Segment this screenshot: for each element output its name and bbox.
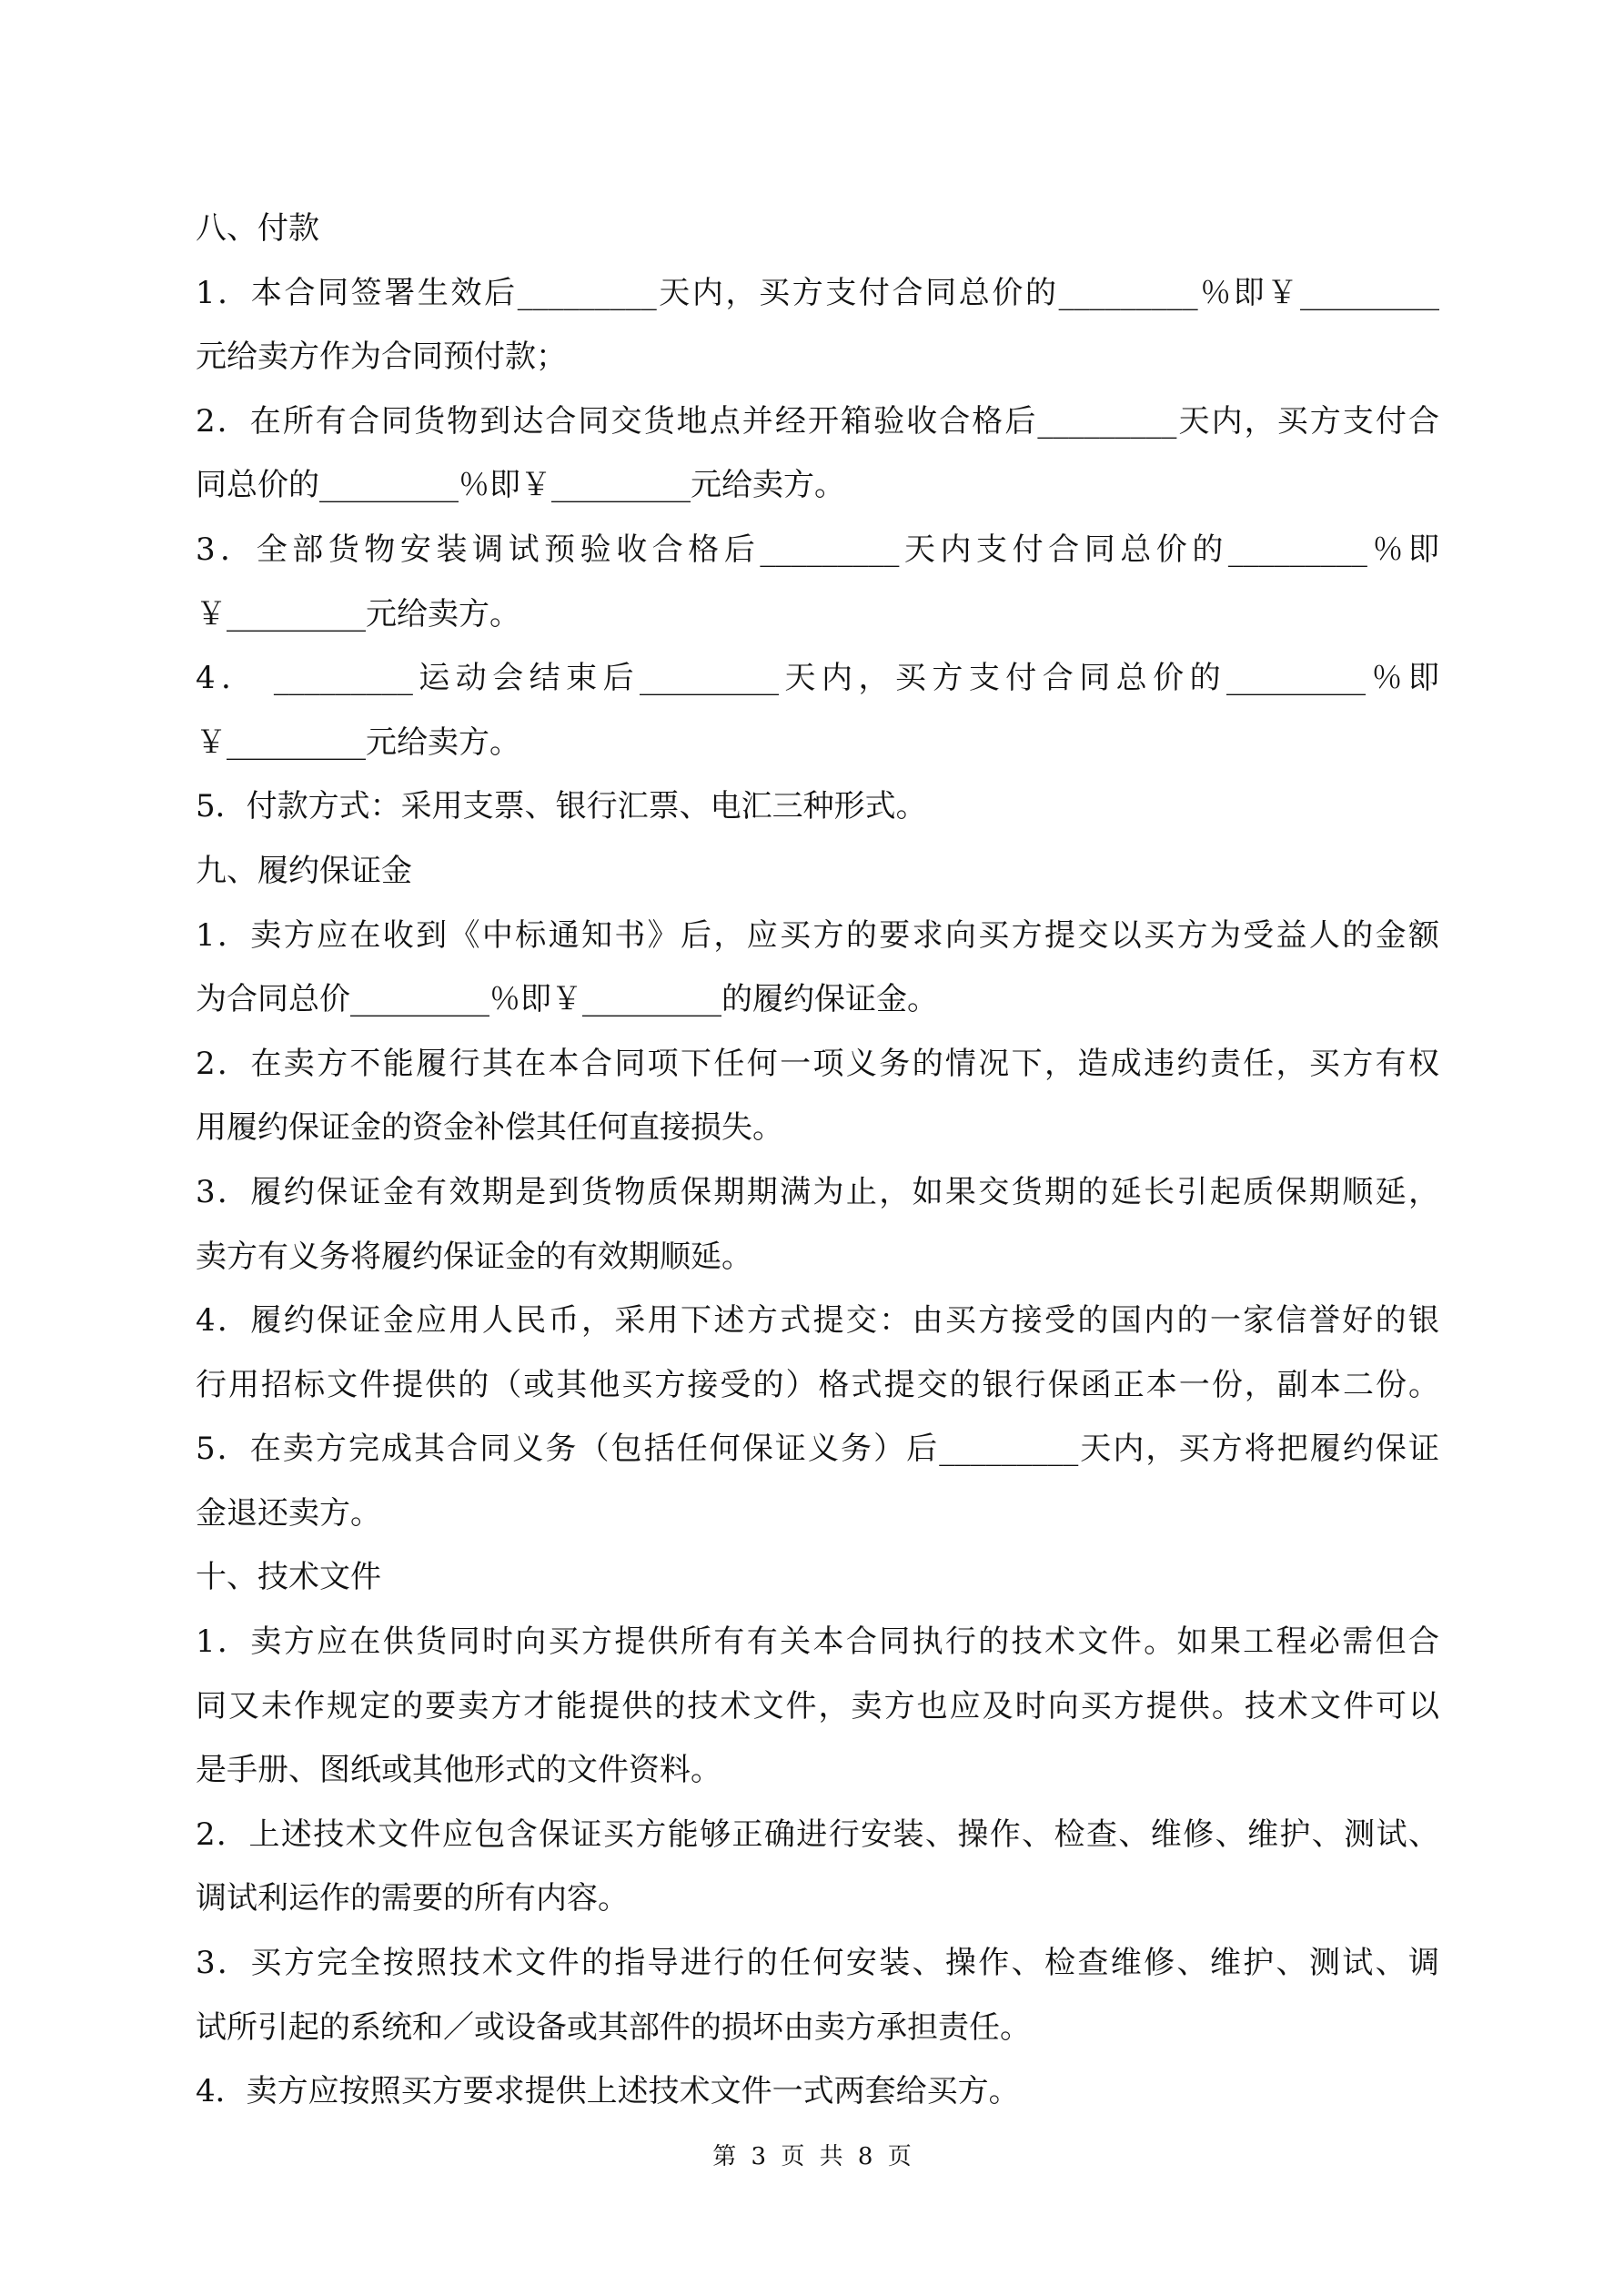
text-line: 1．本合同签署生效后_________天内，买方支付合同总价的_________％即￥_________ <box>196 274 1439 311</box>
text-line: 1．卖方应在供货同时向买方提供所有有关本合同执行的技术文件。如果工程必需但合 <box>196 1623 1439 1661</box>
document-body <box>196 197 1439 2124</box>
text-line: 4． _________运动会结束后_________天内，买方支付合同总价的_________％即 <box>196 660 1439 697</box>
text-line: 元给卖方作为合同预付款； <box>196 339 567 376</box>
text-line: 4．履约保证金应用人民币，采用下述方式提交：由买方接受的国内的一家信誉好的银 <box>196 1302 1439 1340</box>
text-line: 试所引起的系统和／或设备或其部件的损坏由卖方承担责任。 <box>196 2008 1031 2046</box>
text-line: 3．履约保证金有效期是到货物质保期期满为止，如果交货期的延长引起质保期顺延， <box>196 1173 1439 1210</box>
text-line: ￥_________元给卖方。 <box>196 723 520 761</box>
text-line: 3．买方完全按照技术文件的指导进行的任何安装、操作、检查维修、维护、测试、调 <box>196 1945 1439 1982</box>
text-line: 是手册、图纸或其他形式的文件资料。 <box>196 1752 721 1789</box>
text-line: 1．卖方应在收到《中标通知书》后，应买方的要求向买方提交以买方为受益人的金额 <box>196 916 1439 954</box>
page-number-footer: 第 3 页 共 8 页 <box>712 2143 912 2170</box>
text-line: 2．上述技术文件应包含保证买方能够正确进行安装、操作、检查、维修、维护、测试、 <box>196 1816 1439 1853</box>
text-line: 卖方有义务将履约保证金的有效期顺延。 <box>196 1238 752 1275</box>
text-line: 2．在所有合同货物到达合同交货地点并经开箱验收合格后_________天内，买方支付合 <box>196 402 1439 440</box>
text-line: 2．在卖方不能履行其在本合同项下任何一项义务的情况下，造成违约责任，买方有权 <box>196 1045 1439 1082</box>
text-line: 行用招标文件提供的（或其他买方接受的）格式提交的银行保函正本一份，副本二份。 <box>196 1366 1439 1403</box>
text-line: 用履约保证金的资金补偿其任何直接损失。 <box>196 1109 783 1147</box>
text-line: 5．付款方式：采用支票、银行汇票、电汇三种形式。 <box>196 788 927 825</box>
text-line: 5．在卖方完成其合同义务（包括任何保证义务）后_________天内，买方将把履约保证 <box>196 1431 1439 1468</box>
section-heading: 八、付款 <box>196 210 319 247</box>
section-heading: 九、履约保证金 <box>196 852 412 889</box>
text-line: 调试利运作的需要的所有内容。 <box>196 1880 629 1917</box>
text-line: 金退还卖方。 <box>196 1494 381 1532</box>
text-line: 同总价的_________％即￥_________元给卖方。 <box>196 467 845 504</box>
section-heading: 十、技术文件 <box>196 1559 381 1596</box>
text-line: 同又未作规定的要卖方才能提供的技术文件，卖方也应及时向买方提供。技术文件可以 <box>196 1687 1439 1725</box>
text-line: 3．全部货物安装调试预验收合格后_________天内支付合同总价的_________％即 <box>196 531 1439 568</box>
text-line: ￥_________元给卖方。 <box>196 595 520 632</box>
text-line: 为合同总价_________％即￥_________的履约保证金。 <box>196 981 938 1018</box>
text-line: 4．卖方应按照买方要求提供上述技术文件一式两套给买方。 <box>196 2073 1020 2110</box>
